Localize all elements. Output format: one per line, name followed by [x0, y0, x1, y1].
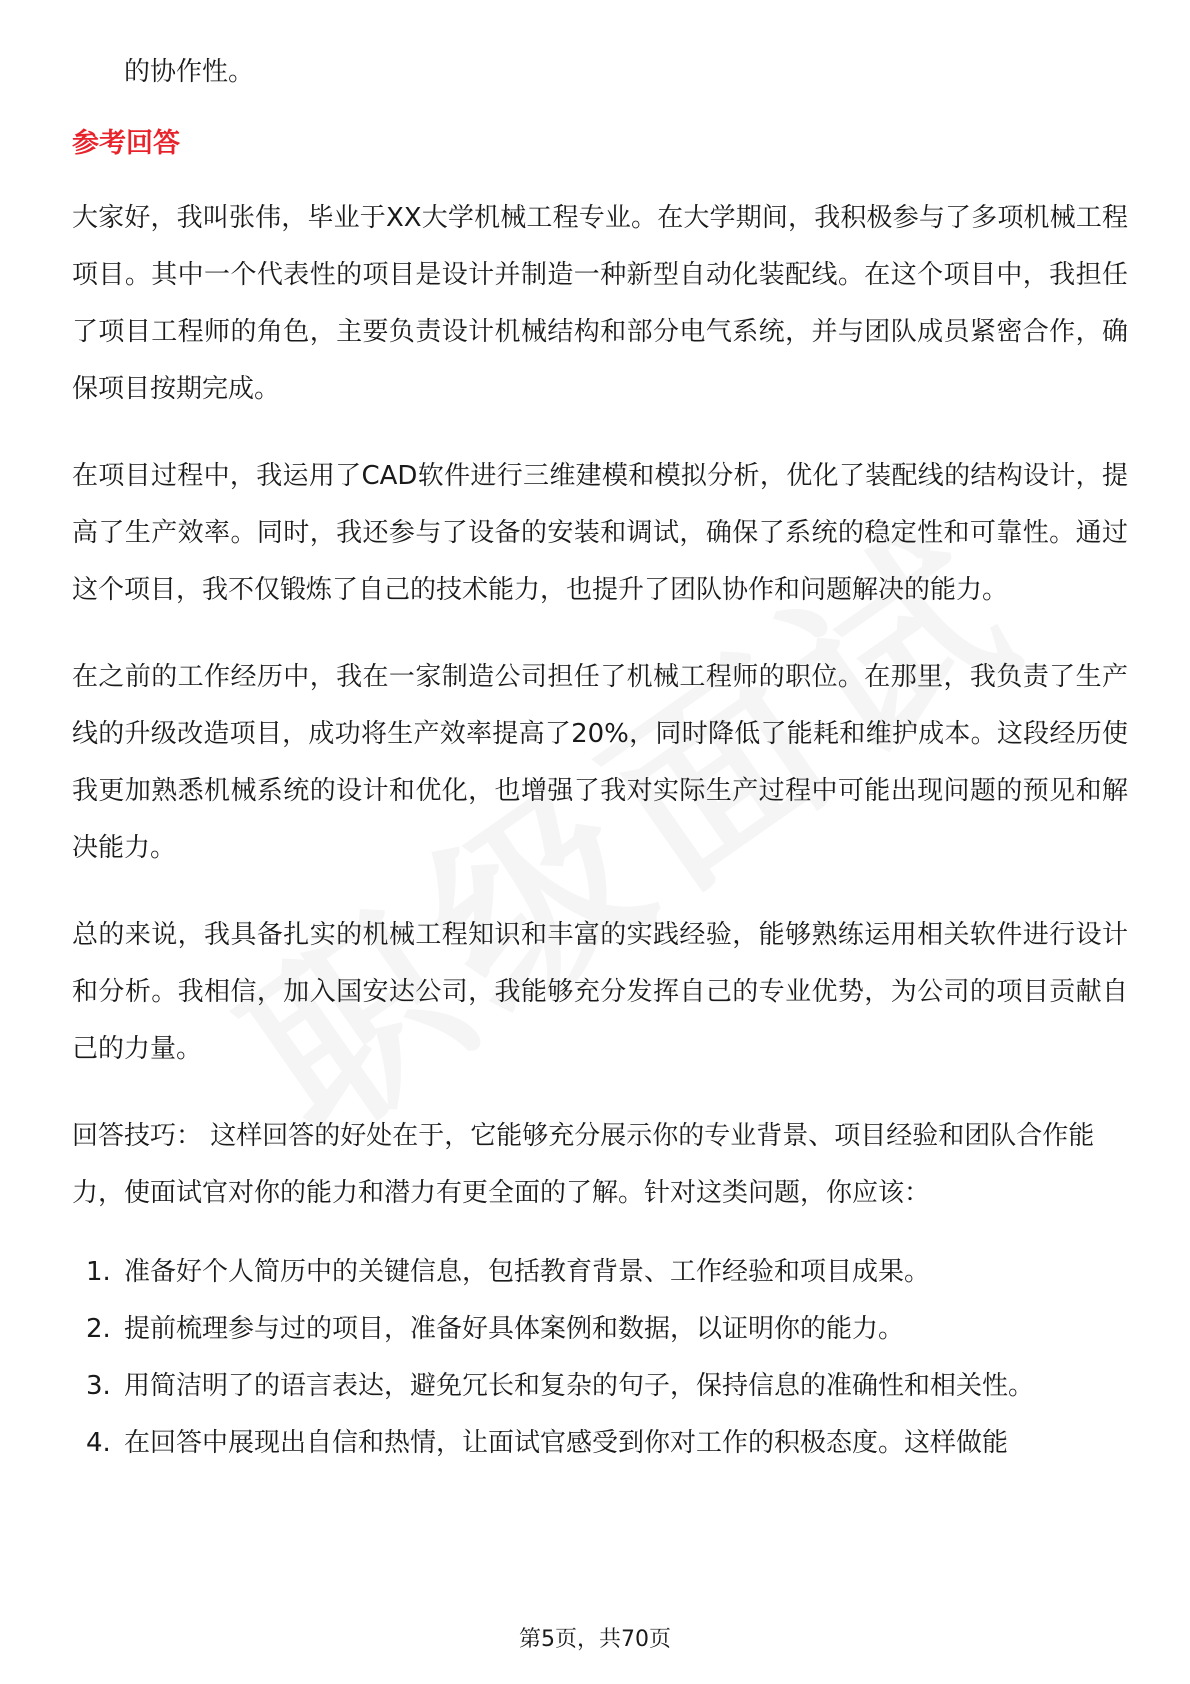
list-item-number: 3. — [86, 1371, 111, 1401]
document-body — [72, 44, 1128, 1472]
tips-list — [72, 1244, 1128, 1472]
answer-paragraph-1: 大家好，我叫张伟，毕业于XX大学机械工程专业。在大学期间，我积极参与了多项机械工程项目。其中一个代表性的项目是设计并制造一种新型自动化装配线。在这个项目中，我担任了项目工程师的角色，主要负责设计机械结构和部分电气系统，并与团队成员紧密合作，确保项目按期完成。 — [72, 203, 1128, 404]
list-item-text: 在回答中展现出自信和热情，让面试官感受到你对工作的积极态度。这样做能 — [124, 1428, 1009, 1458]
answer-paragraph-3: 在之前的工作经历中，我在一家制造公司担任了机械工程师的职位。在那里，我负责了生产线的升级改造项目，成功将生产效率提高了20%，同时降低了能耗和维护成本。这段经历使我更加熟悉机械系统的设计和优化，也增强了我对实际生产过程中可能出现问题的预见和解决能力。 — [72, 662, 1128, 863]
answer-paragraph-4: 总的来说，我具备扎实的机械工程知识和丰富的实践经验，能够熟练运用相关软件进行设计和分析。我相信，加入国安达公司，我能够充分发挥自己的专业优势，为公司的项目贡献自己的力量。 — [72, 920, 1128, 1064]
section-heading: 参考回答 — [72, 128, 180, 159]
list-item — [72, 1244, 1128, 1301]
list-item-text: 提前梳理参与过的项目，准备好具体案例和数据，以证明你的能力。 — [124, 1314, 905, 1344]
list-item — [72, 1358, 1128, 1415]
list-item-text: 用简洁明了的语言表达，避免冗长和复杂的句子，保持信息的准确性和相关性。 — [124, 1371, 1035, 1401]
page-number-footer: 第5页，共70页 — [519, 1627, 671, 1652]
answer-paragraph-2: 在项目过程中，我运用了CAD软件进行三维建模和模拟分析，优化了装配线的结构设计，提高了生产效率。同时，我还参与了设备的安装和调试，确保了系统的稳定性和可靠性。通过这个项目，我不仅锻炼了自己的技术能力，也提升了团队协作和问题解决的能力。 — [72, 461, 1128, 605]
tips-intro: 回答技巧： 这样回答的好处在于，它能够充分展示你的专业背景、项目经验和团队合作能力，使面试官对你的能力和潜力有更全面的了解。针对这类问题，你应该： — [72, 1121, 1095, 1208]
list-item-number: 1. — [86, 1257, 111, 1287]
list-item-number: 4. — [86, 1428, 111, 1458]
list-item — [72, 1301, 1128, 1358]
list-item-number: 2. — [86, 1314, 111, 1344]
list-item — [72, 1415, 1128, 1472]
intro-continuation: 的协作性。 — [124, 57, 255, 87]
list-item-text: 准备好个人简历中的关键信息，包括教育背景、工作经验和项目成果。 — [124, 1257, 931, 1287]
